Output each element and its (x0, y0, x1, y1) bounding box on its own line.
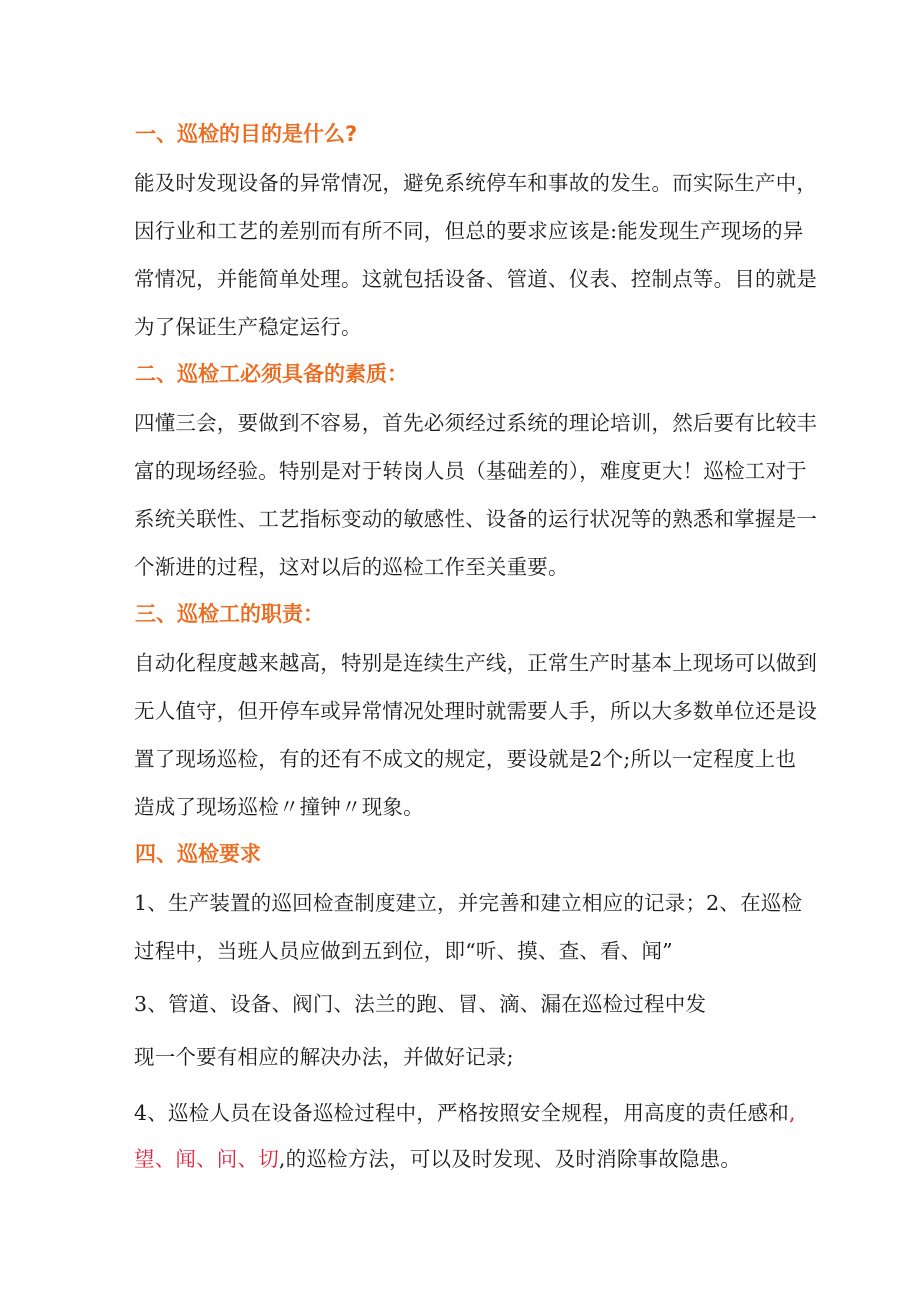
section-3-line-2: 无人值守，但开停车或异常情况处理时就需要人手，所以大多数单位还是设 (134, 699, 818, 723)
section-2-heading: 二、巡检工必须具备的素质： (135, 362, 408, 386)
section-1-heading: 一、巡检的目的是什么? (135, 122, 358, 146)
section-4-line-1: 1、生产装置的巡回检查制度建立，并完善和建立相应的记录；2、在巡检 (134, 891, 803, 915)
section-4-line-4: 现一个要有相应的解决办法，并做好记录; (134, 1045, 514, 1069)
section-2-line-2: 富的现场经验。特别是对于转岗人员（基础差的），难度更大！巡检工对于 (134, 459, 807, 483)
section-4-line-3: 3、管道、设备、阀门、法兰的跑、冒、滴、漏在巡检过程中发 (134, 992, 707, 1016)
section-1-line-4: 为了保证生产稳定运行。 (134, 315, 362, 339)
section-1-line-1: 能及时发现设备的异常情况，避免系统停车和事故的发生。而实际生产中， (134, 171, 818, 195)
line-5-text: 4、巡检人员在设备巡检过程中，严格按照安全规程，用高度的责任感和 (134, 1101, 789, 1125)
section-3-line-4: 造成了现场巡检〃撞钟〃现象。 (134, 795, 424, 819)
section-3-line-3: 置了现场巡检，有的还有不成文的规定，要设就是2个;所以一定程度上也 (134, 747, 797, 771)
section-2-line-3: 系统关联性、工艺指标变动的敏感性、设备的运行状况等的熟悉和掌握是一 (134, 507, 818, 531)
section-3-heading: 三、巡检工的职责： (135, 602, 324, 626)
section-4-line-2: 过程中，当班人员应做到五到位，即“听、摸、查、看、闻” (134, 939, 673, 963)
section-4-line-6 (134, 1142, 741, 1172)
line-6-text: ,的巡检方法，可以及时发现、及时消除事故隐患。 (278, 1147, 742, 1171)
line-5-red-comma: , (788, 1101, 796, 1125)
section-1-line-2: 因行业和工艺的差别而有所不同，但总的要求应该是:能发现生产现场的异 (134, 219, 804, 243)
section-3-line-1: 自动化程度越来越高，特别是连续生产线，正常生产时基本上现场可以做到 (134, 651, 818, 675)
line-6-red-text: 望、闻、问、切 (134, 1147, 279, 1171)
section-2-line-4: 个渐进的过程，这对以后的巡检工作至关重要。 (134, 555, 569, 579)
section-4-line-5 (134, 1096, 796, 1126)
section-1-line-3: 常情况，并能简单处理。这就包括设备、管道、仪表、控制点等。目的就是 (134, 267, 818, 291)
section-2-line-1: 四懂三会，要做到不容易，首先必须经过系统的理论培训，然后要有比较丰 (134, 411, 818, 435)
section-4-heading: 四、巡检要求 (135, 842, 261, 866)
